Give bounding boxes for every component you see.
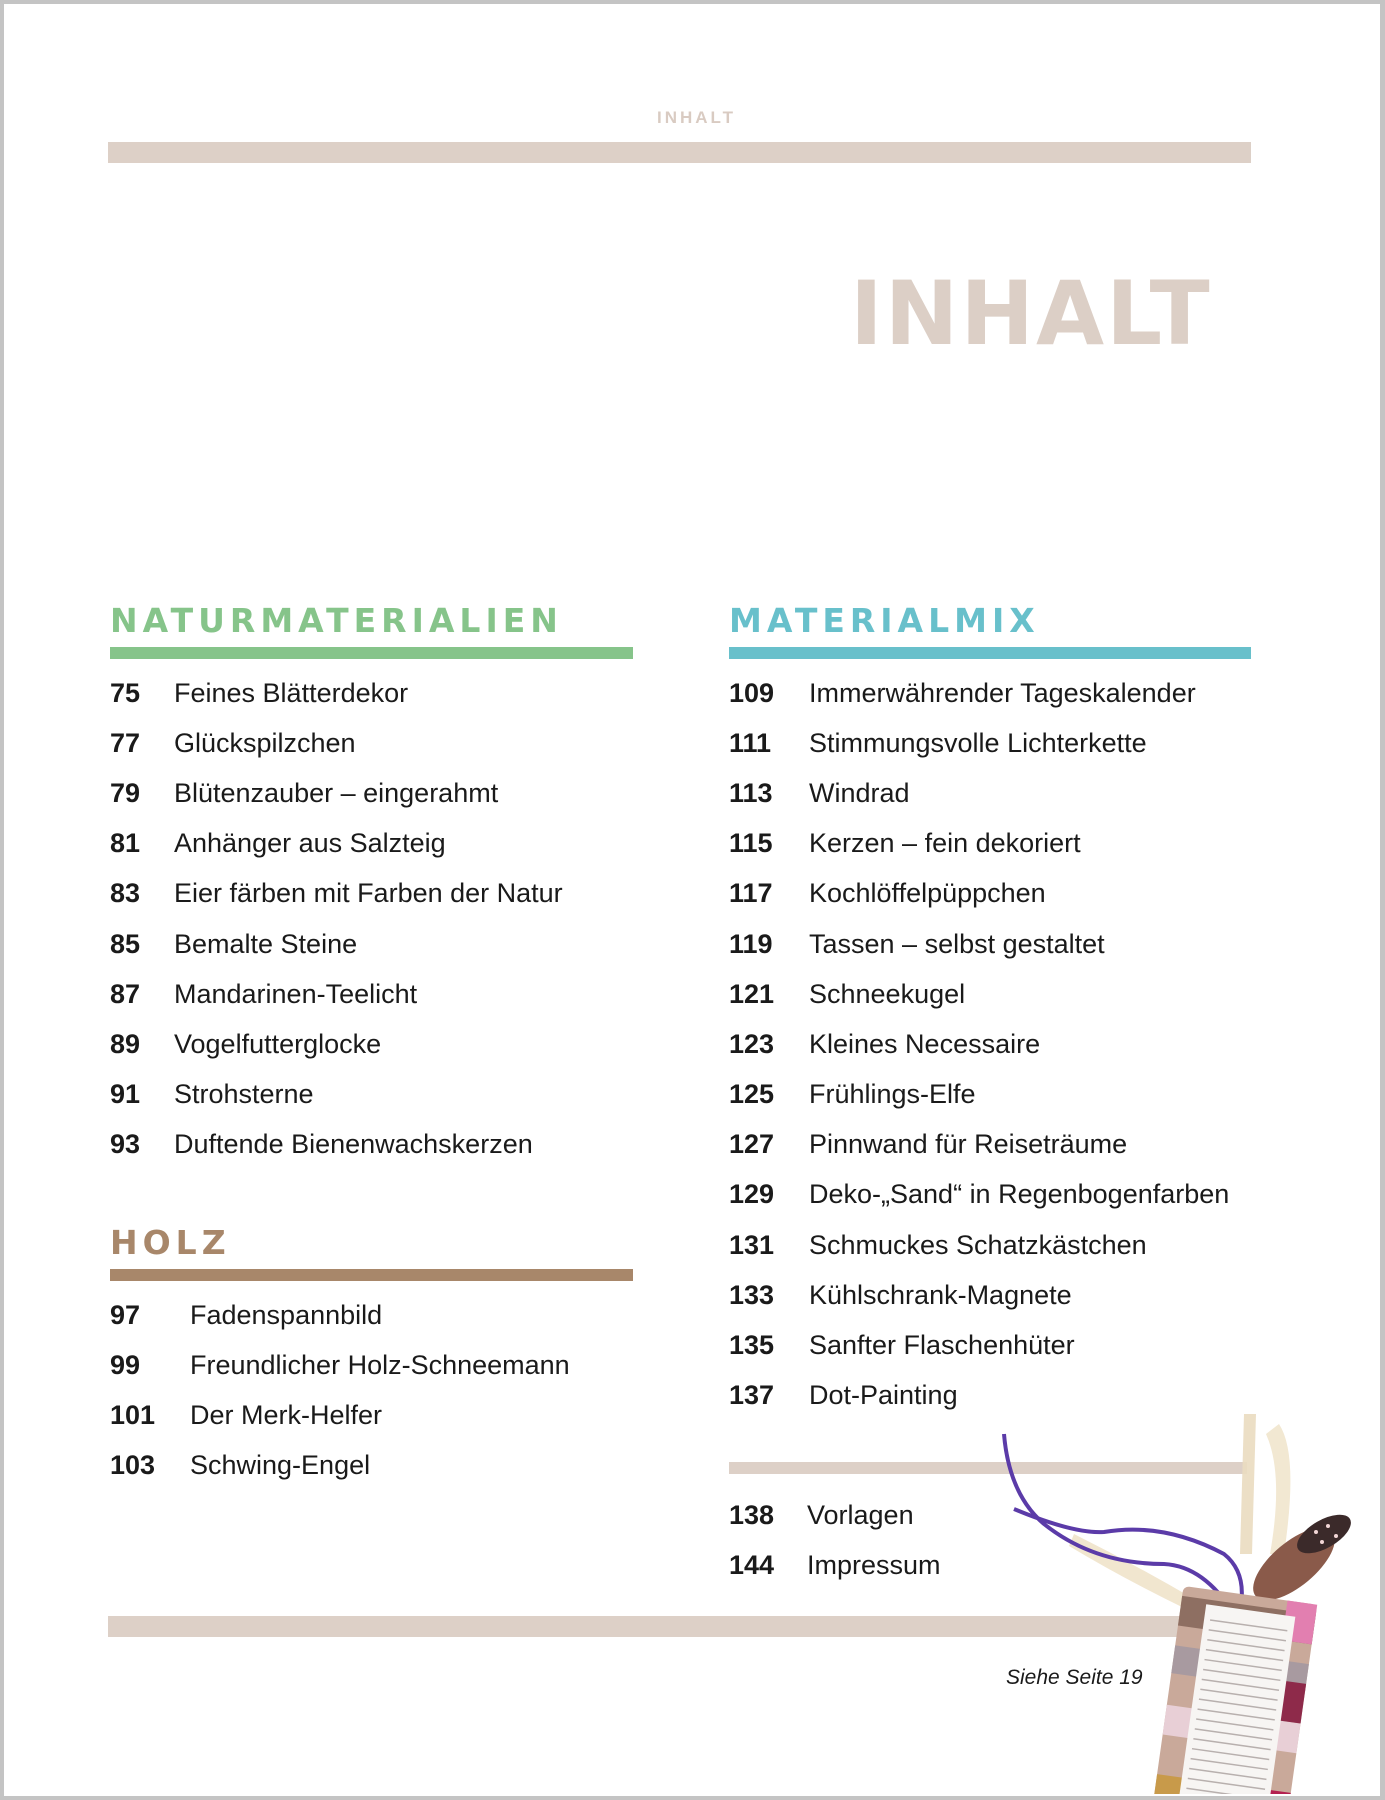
toc-entry-title: Kühlschrank-Magnete [809,1279,1072,1310]
toc-page-number: 93 [110,1129,141,1160]
toc-entry [110,1290,570,1340]
toc-entry-title: Feines Blätterdekor [174,677,409,708]
section-title: HOLZ [110,1223,231,1262]
toc-entry-title: Deko-„Sand“ in Regenbogenfarben [809,1179,1230,1210]
toc-page-number: 91 [110,1079,141,1110]
toc-page-number: 144 [729,1549,775,1580]
section-holz [110,1223,633,1281]
section-rule [729,647,1251,659]
toc-entry-title: Blütenzauber – eingerahmt [174,777,499,808]
toc-entry-title: Eier färben mit Farben der Natur [174,878,563,909]
toc-entry [110,668,563,718]
toc-page-number: 87 [110,978,141,1009]
toc-entry-title: Tassen – selbst gestaltet [809,928,1105,959]
toc-entry-title: Schwing-Engel [190,1450,371,1481]
toc-entry-title: Mandarinen-Teelicht [174,978,418,1009]
toc-entry [729,768,1229,818]
toc-page-number: 121 [729,978,775,1009]
section-rule [110,647,633,659]
running-head: INHALT [656,108,737,127]
toc-page-number: 125 [729,1079,775,1110]
toc-entry [729,969,1229,1019]
toc-entry-title: Vorlagen [807,1499,914,1530]
toc-entry [729,1019,1229,1069]
toc-entry [110,869,563,919]
toc-page-number: 109 [729,677,775,708]
toc-entry [729,1070,1229,1120]
toc-page-number: 99 [110,1349,141,1380]
toc-entry [110,1120,563,1170]
toc-entry [110,969,563,1019]
toc-entry-title: Freundlicher Holz-Schneemann [190,1349,570,1380]
toc-entry [110,1441,570,1491]
toc-entry [729,1220,1229,1270]
toc-page-number: 117 [729,878,773,909]
toc-page-number: 79 [110,777,141,808]
toc-entry-title: Duftende Bienenwachskerzen [174,1129,533,1160]
toc-entry-title: Kerzen – fein dekoriert [809,828,1081,859]
toc-entry [729,1120,1229,1170]
section-naturmaterialien [110,601,633,659]
toc-entry-title: Stimmungsvolle Lichterkette [809,727,1147,758]
toc-list-naturmaterialien [110,668,563,1170]
section-title: MATERIALMIX [729,601,1040,640]
toc-entry-title: Frühlings-Elfe [809,1079,976,1110]
toc-page-number: 97 [110,1299,141,1330]
toc-entry-title: Schneekugel [809,978,966,1009]
photo-caption: Siehe Seite 19 [1006,1666,1143,1689]
toc-page-number: 75 [110,677,141,708]
toc-entry-title: Windrad [809,777,910,808]
top-rule [108,142,1251,163]
toc-page-number: 129 [729,1179,775,1210]
toc-page-number: 131 [729,1229,775,1260]
toc-entry [110,1390,570,1440]
toc-entry [110,768,563,818]
toc-entry [729,819,1229,869]
toc-entry [729,1320,1229,1370]
bookmark-tag-photo-icon [904,1414,1384,1794]
toc-entry [729,869,1229,919]
toc-page-number: 119 [729,928,773,959]
toc-entry [110,1340,570,1390]
toc-entry [729,1170,1229,1220]
section-materialmix [729,601,1251,659]
toc-entry [729,919,1229,969]
section-title: NATURMATERIALIEN [110,601,563,640]
toc-page-number: 123 [729,1028,775,1059]
toc-page-number: 101 [110,1399,156,1430]
toc-entry-title: Schmuckes Schatzkästchen [809,1229,1147,1260]
toc-entry-title: Kleines Necessaire [809,1028,1041,1059]
toc-page-number: 127 [729,1129,775,1160]
toc-page-number: 133 [729,1279,775,1310]
toc-entry-title: Glückspilzchen [174,727,356,758]
toc-page-number: 103 [110,1450,156,1481]
toc-page-number: 89 [110,1028,141,1059]
toc-entry-title: Kochlöffelpüppchen [809,878,1046,909]
toc-entry-title: Anhänger aus Salzteig [174,828,446,859]
toc-entry [110,718,563,768]
toc-page-number: 81 [110,828,141,859]
toc-entry [110,1019,563,1069]
toc-entry-title: Immerwährender Tageskalender [809,677,1196,708]
toc-page-number: 138 [729,1499,775,1530]
toc-page-number: 111 [729,727,772,758]
toc-page-number: 77 [110,727,141,758]
section-rule [110,1269,633,1281]
toc-entry-title: Fadenspannbild [190,1299,383,1330]
toc-entry-title: Sanfter Flaschenhüter [809,1330,1075,1361]
page-title: INHALT [850,262,1212,365]
toc-page-number: 135 [729,1330,775,1361]
toc-page-number: 115 [729,828,773,859]
toc-entry-title: Der Merk-Helfer [190,1399,383,1430]
toc-entry-title: Dot-Painting [809,1380,958,1411]
toc-entry [110,819,563,869]
toc-entry-title: Impressum [807,1549,941,1580]
toc-page-number: 83 [110,878,141,909]
toc-list-materialmix [729,668,1229,1421]
toc-entry-title: Strohsterne [174,1079,314,1110]
toc-entry [729,1270,1229,1320]
toc-entry [110,1070,563,1120]
toc-page-number: 113 [729,777,773,808]
toc-entry-title: Bemalte Steine [174,928,358,959]
toc-entry [110,919,563,969]
toc-page-number: 137 [729,1380,775,1411]
toc-list-holz [110,1290,570,1491]
toc-entry-title: Vogelfutterglocke [174,1028,382,1059]
toc-entry [729,668,1229,718]
toc-entry [729,718,1229,768]
toc-entry-title: Pinnwand für Reiseträume [809,1129,1128,1160]
toc-page-number: 85 [110,928,141,959]
